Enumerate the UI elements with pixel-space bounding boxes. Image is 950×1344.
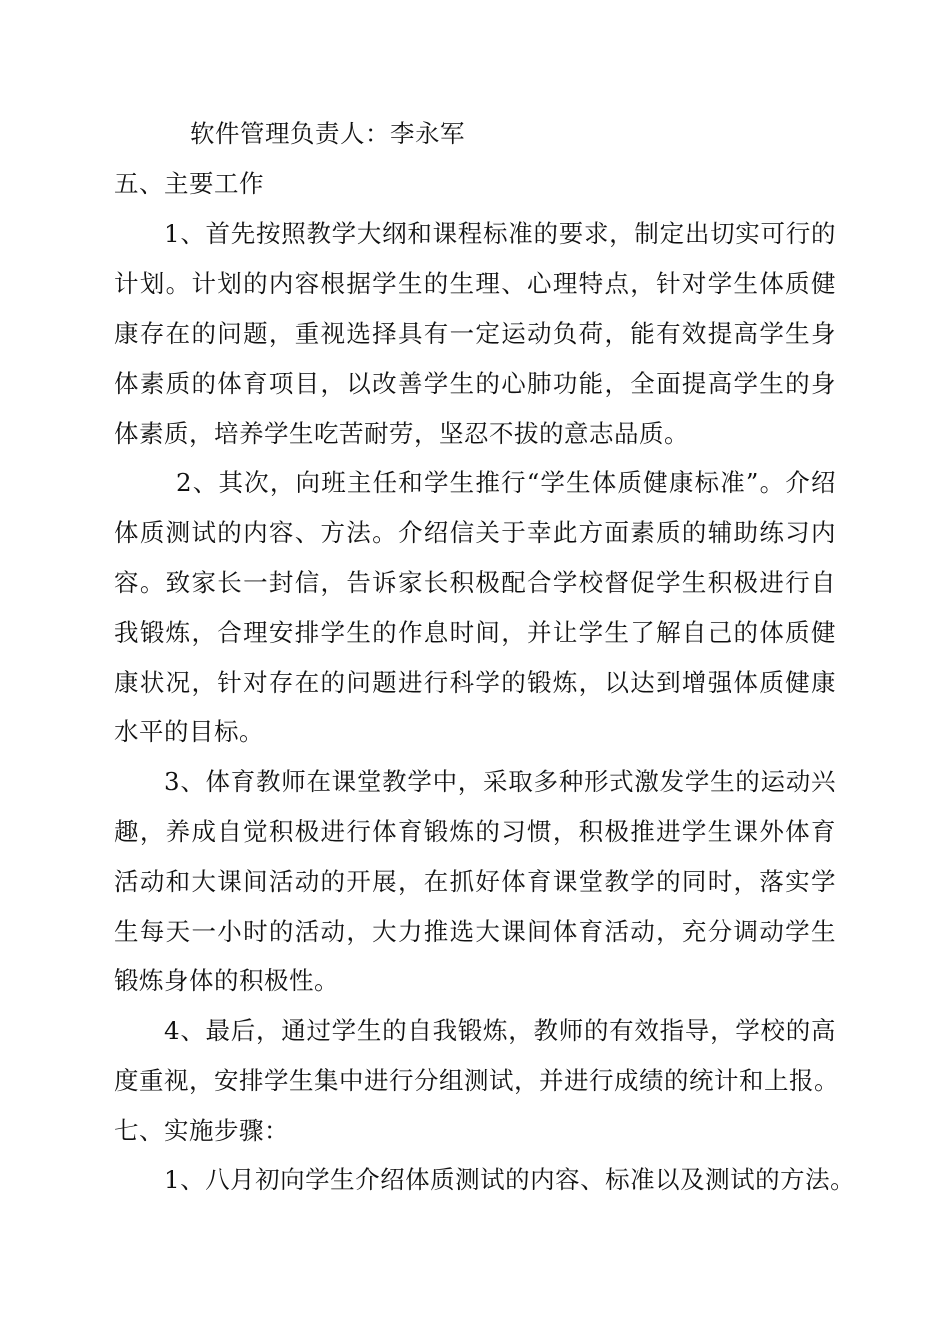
paragraph-3-line-4: 生每天一小时的活动，大力推选大课间体育活动，充分调动学生	[114, 917, 836, 946]
paragraph-2-line-1: 2、其次，向班主任和学生推行“学生体质健康标准”。介绍	[176, 468, 836, 497]
paragraph-3-line-5: 锻炼身体的积极性。	[114, 966, 339, 995]
step-1-line: 1、八月初向学生介绍体质测试的内容、标准以及测试的方法。	[164, 1165, 856, 1194]
paragraph-1-line-2: 计划。计划的内容根据学生的生理、心理特点，针对学生体质健	[114, 269, 836, 298]
paragraph-4-line-2: 度重视，安排学生集中进行分组测试，并进行成绩的统计和上报。	[114, 1066, 839, 1095]
paragraph-3-line-3: 活动和大课间活动的开展，在抓好体育课堂教学的同时，落实学	[114, 867, 836, 896]
section-heading-implementation-steps: 七、实施步骤：	[114, 1116, 289, 1145]
paragraph-2-line-6: 水平的目标。	[114, 717, 264, 746]
paragraph-3-line-1: 3、体育教师在课堂教学中，采取多种形式激发学生的运动兴	[164, 767, 836, 796]
paragraph-2-line-3: 容。致家长一封信，告诉家长积极配合学校督促学生积极进行自	[114, 568, 836, 597]
paragraph-1-line-3: 康存在的问题，重视选择具有一定运动负荷，能有效提高学生身	[114, 319, 836, 348]
responsible-person-line: 软件管理负责人：李永军	[190, 119, 465, 148]
section-heading-main-work: 五、主要工作	[114, 169, 264, 198]
paragraph-1-line-1: 1、首先按照教学大纲和课程标准的要求，制定出切实可行的	[164, 219, 836, 248]
paragraph-1-line-5: 体素质，培养学生吃苦耐劳，坚忍不拔的意志品质。	[114, 419, 689, 448]
paragraph-3-line-2: 趣，养成自觉积极进行体育锻炼的习惯，积极推进学生课外体育	[114, 817, 836, 846]
paragraph-2-line-5: 康状况，针对存在的问题进行科学的锻炼，以达到增强体质健康	[114, 668, 836, 697]
paragraph-4-line-1: 4、最后，通过学生的自我锻炼，教师的有效指导，学校的高	[164, 1016, 836, 1045]
paragraph-2-line-2: 体质测试的内容、方法。介绍信关于幸此方面素质的辅助练习内	[114, 518, 836, 547]
paragraph-2-line-4: 我锻炼，合理安排学生的作息时间，并让学生了解自己的体质健	[114, 618, 836, 647]
paragraph-1-line-4: 体素质的体育项目，以改善学生的心肺功能，全面提高学生的身	[114, 369, 836, 398]
